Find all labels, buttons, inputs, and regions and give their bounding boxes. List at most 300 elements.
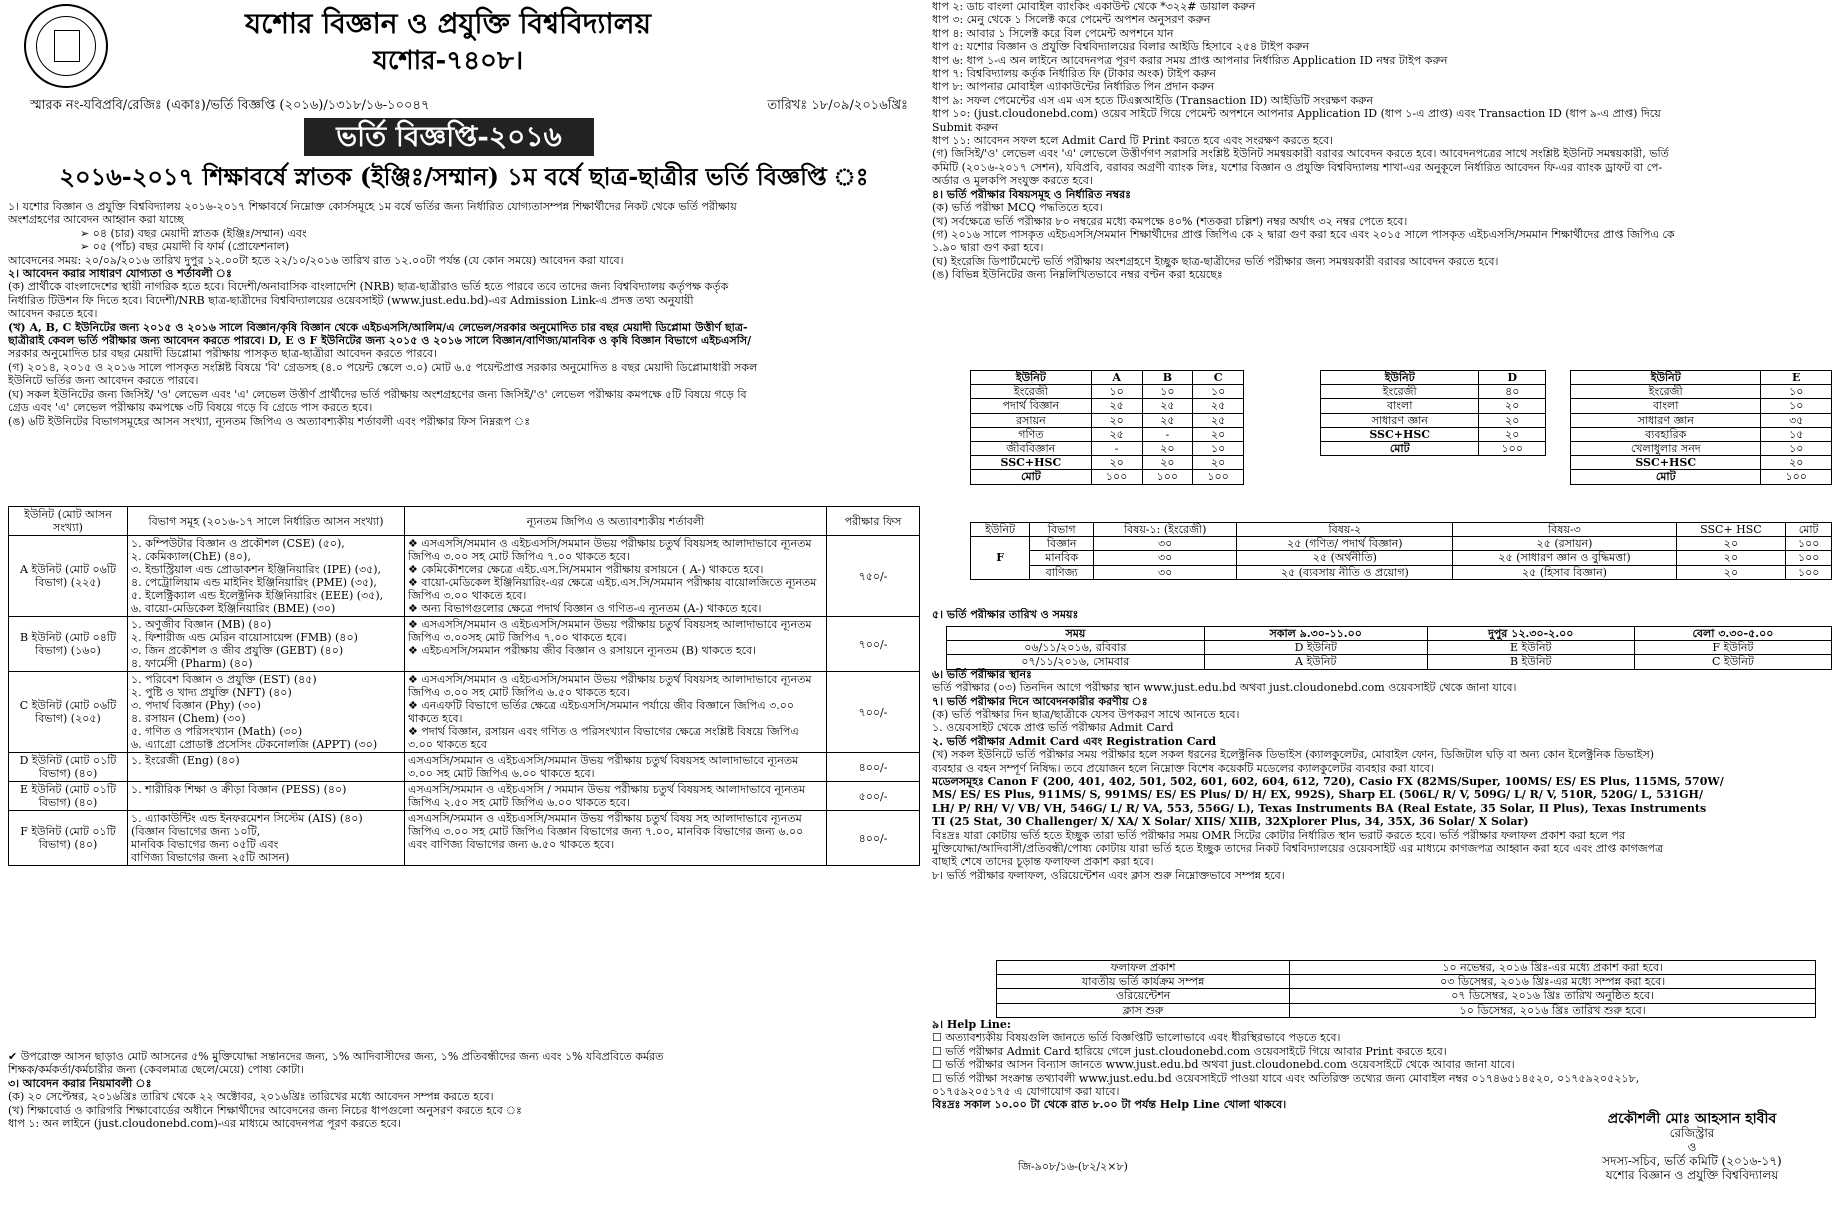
marks-table-abc xyxy=(970,370,1244,485)
general-eligibility xyxy=(8,200,920,428)
table-cell: D ইউনিট xyxy=(1204,641,1427,655)
signature-block xyxy=(1552,1112,1832,1182)
table-cell: ২৫ xyxy=(1142,399,1193,413)
help-line xyxy=(932,1018,1836,1112)
table-header: দুপুর ১২.৩০-২.০০ xyxy=(1427,627,1634,641)
table-header: ইউনিট xyxy=(971,523,1030,537)
table-header-row xyxy=(1571,371,1832,385)
text-line: (ক) ভর্তি পরীক্ষা MCQ পদ্ধতিতে হবে। xyxy=(932,201,1103,215)
text-line: অর্ডার ও মূলকপি সংযুক্ত করতে হবে। xyxy=(932,174,1093,188)
table-cell: ১০ xyxy=(1761,399,1832,413)
table-header: ইউনিট xyxy=(1571,371,1761,385)
text-line: (ঙ) ৬টি ইউনিটের বিভাগসমূহের আসন সংখ্যা, ন্যূনতম জিপিএ ও অত্যাবশ্যকীয় শর্তাবলী এবং পরীক্ষার ফিস নিম্নরূপ ঃ xyxy=(8,414,531,428)
unit-departments xyxy=(128,617,405,672)
table-cell: ৩০ xyxy=(1094,537,1237,551)
table-cell: ২০ xyxy=(1142,442,1193,456)
text-line: ব্যবহার ও বহন সম্পূর্ণ নিষিদ্ধ। তবে প্রয়োজন হলে নিম্নোক্ত বিশেষ কয়েকটি মডেলের ক্যালকুলেটর ব্যবহার করা যাবে। xyxy=(932,761,1435,775)
condition-item: ❖ এসএসসি/সমমান ও এইচএসসি/সমমান উভয় পরীক্ষায় চতুর্থ বিষয়সহ আলাদাভাবে ন্যূনতম জিপিএ ৩.০০ সহ মোট জিপিএ ৭.০০ থাকতে হবে। xyxy=(408,537,812,563)
table-header-row xyxy=(971,523,1832,537)
condition-item: ❖ পদার্থ বিজ্ঞান, রসায়ন এবং গণিত ও পরিসংখ্যান বিভাগের ক্ষেত্রে সংশ্লিষ্ট বিষয়ে জিপিএ ৩.০০ থাকতে হবে xyxy=(408,725,799,751)
text-line: সরকার অনুমোদিত চার বছর মেয়াদী ডিপ্লোমা পরীক্ষায় পাসকৃত ছাত্র-ছাত্রীরা আবেদন করতে পারবে। xyxy=(8,347,437,361)
table-header: সময় xyxy=(947,627,1205,641)
unit-name: C ইউনিট (মোট ০৬টি বিভাগ) (২০৫) xyxy=(9,672,128,753)
print-code: জি-৯০৮/১৬-(৮২/২×৮) xyxy=(1018,1160,1128,1173)
unit-departments xyxy=(128,782,405,811)
table-cell: ৩০ xyxy=(1094,551,1237,565)
table-header: বেলা ৩.৩০-৫.০০ xyxy=(1634,627,1831,641)
table-cell: ৩০ xyxy=(1094,565,1237,579)
table-cell: বাংলা xyxy=(1321,399,1479,413)
table-header: পরীক্ষার ফিস xyxy=(827,507,920,536)
table-cell: ১০০ xyxy=(1761,470,1832,484)
text-line: LH/ P/ RH/ V/ VB/ VH, 546G/ L/ R/ VA, 553, 556G/ L), Texas Instruments BA (Real Estate, 35 Solar, II Plus), Texas Instruments xyxy=(932,801,1707,815)
unit-fee: ৪০০/- xyxy=(827,811,920,866)
text-line: বাছাই শেষে তাদের চূড়ান্ত ফলাফল প্রকাশ করা হবে। xyxy=(932,855,1154,869)
text-line: ১। যশোর বিজ্ঞান ও প্রযুক্তি বিশ্ববিদ্যালয় ২০১৬-২০১৭ শিক্ষাবর্ষে নিম্নোক্ত কোর্সসমূহে ১ম বর্ষে ভর্তির জন্য নির্ধারিত যোগ্যতাসম্পন্ন শিক্ষার্থীদের নিকট থেকে ভর্তি পরীক্ষায় xyxy=(8,200,737,213)
condition-item: ❖ এসএসসি/সমমান ও এইচএসসি/সমমান উভয় পরীক্ষায় চতুর্থ বিষয়সহ আলাদাভাবে ন্যূনতম জিপিএ ৩.০০ সহ মোট জিপিএ ৬.৫০ থাকতে হবে। xyxy=(408,673,812,699)
unit-name: F ইউনিট (মোট ০১টি বিভাগ) (৪০) xyxy=(9,811,128,866)
table-cell: ২৫ (হিসাব বিজ্ঞান) xyxy=(1453,565,1676,579)
table-cell: E ইউনিট xyxy=(1427,641,1634,655)
table-cell: ১০ ডিসেম্বর, ২০১৬ খ্রিঃ তারিখ শুরু হবে। xyxy=(1290,1003,1816,1017)
text-line: ভর্তি পরীক্ষার (০৩) তিনদিন আগে পরীক্ষার স্থান www.just.edu.bd অথবা just.cloudonebd.com ওয়েবসাইট থেকে জানা যাবে। xyxy=(932,681,1517,695)
table-cell: ৩৫ xyxy=(1761,413,1832,427)
text-line: (খ) সর্বক্ষেত্রে ভর্তি পরীক্ষার ৮০ নম্বরের মধ্যে কমপক্ষে ৪০% (শতকরা চল্লিশ) নম্বর অর্থাৎ ৩২ নম্বর পেতে হবে। xyxy=(932,214,1408,228)
table-cell: ০৭ ডিসেম্বর, ২০১৬ খ্রিঃ তারিখ অনুষ্ঠিত হবে। xyxy=(1290,989,1816,1003)
text-line: ৬। ভর্তি পরীক্ষার স্থানঃ xyxy=(932,668,1032,681)
table-row xyxy=(971,456,1244,470)
text-line: ১.৯০ দ্বারা গুণ করা হবে। xyxy=(932,241,1044,255)
text-line: কমিটি (২০১৬-২০১৭ সেশন), যবিপ্রবি, বরাবর অগ্রণী ব্যাংক লিঃ, যশোর বিজ্ঞান ও প্রযুক্তি বিশ্ববিদ্যালয় শাখা-এর অনুকূলে নির্ধারিত আবেদন ফি-এর ব্যাংক ড্রাফট বা পে- xyxy=(932,160,1663,174)
text-line: (ক) ভর্তি পরীক্ষার দিন ছাত্র/ছাত্রীকে যেসব উপকরণ সাথে আনতে হবে। xyxy=(932,708,1240,721)
table-row xyxy=(1571,385,1832,399)
text-line: বিঃদ্রঃ যারা কোটায় ভর্তি হতে ইচ্ছুক তারা ভর্তি পরীক্ষার সময় OMR সিটের কোটার নির্ধারিত স্থান ভরাট করতে হবে। ভর্তি পরীক্ষার ফলাফল প্রকাশ করা হলে পর xyxy=(932,828,1626,842)
table-cell: ১০০ xyxy=(1786,551,1832,565)
unit-departments xyxy=(128,753,405,782)
text-line: ☐ ভর্তি পরীক্ষার আসন বিন্যাস জানতে www.just.edu.bd অথবা just.cloudonebd.com ওয়েবসাইটে থেকে আবার জানা যাবে। xyxy=(932,1058,1515,1072)
table-row xyxy=(971,537,1832,551)
text-line: নির্ধারিত টিউশন ফি দিতে হবে। বিদেশী/NRB ছাত্র-ছাত্রীদের বিশ্ববিদ্যালয়ের ওয়েবসাইট (www.just.edu.bd)-এর Admission Link-এ প্রদত্ত তথ্য অনুযায়ী xyxy=(8,293,694,307)
text-line: (ঙ) বিভিন্ন ইউনিটের জন্য নিম্নলিখিতভাবে নম্বর বণ্টন করা হয়েছেঃ xyxy=(932,268,1223,282)
department-item: ২. পুষ্টি ও খাদ্য প্রযুক্তি (NFT) (৪০) xyxy=(131,686,292,699)
table-row xyxy=(9,617,920,672)
table-cell: ফলাফল প্রকাশ xyxy=(997,961,1290,975)
text-line: ২. ভর্তি পরীক্ষার Admit Card এবং Registration Card xyxy=(932,734,1217,748)
text-line: ০১৭৫৯২০৫১৭৫ এ যোগাযোগ করা যাবে। xyxy=(932,1085,1120,1099)
table-cell: ১০০ xyxy=(1193,470,1244,484)
table-cell: ২০ xyxy=(1142,456,1193,470)
table-header: ন্যূনতম জিপিএ ও অত্যাবশ্যকীয় শর্তাবলী xyxy=(405,507,827,536)
table-cell: C ইউনিট xyxy=(1634,655,1831,669)
department-item: ৫. ইলেক্ট্রিক্যাল এন্ড ইলেক্ট্রনিক ইঞ্জিনিয়ারিং (EEE) (৩৫), xyxy=(131,589,384,602)
department-item: ৪. রসায়ন (Chem) (৩০) xyxy=(131,712,246,725)
unit-fee: ৭৫০/- xyxy=(827,536,920,617)
unit-conditions xyxy=(405,672,827,753)
text-line: ধাপ ২: ডাচ বাংলা মোবাইল ব্যাংকিং একাউন্ট থেকে *৩২২# ডায়াল করুন xyxy=(932,0,1256,13)
table-cell: খেলাধুলার সনদ xyxy=(1571,442,1761,456)
table-header: C xyxy=(1193,371,1244,385)
table-header: বিষয়-১: (ইংরেজী) xyxy=(1094,523,1237,537)
table-header: SSC+ HSC xyxy=(1676,523,1786,537)
table-cell: মোট xyxy=(1571,470,1761,484)
signatory-org: যশোর বিজ্ঞান ও প্রযুক্তি বিশ্ববিদ্যালয় xyxy=(1605,1168,1779,1182)
table-row xyxy=(971,551,1832,565)
text-line: ১. ওয়েবসাইট থেকে প্রাপ্ত ভর্তি পরীক্ষার Admit Card xyxy=(932,721,1174,735)
table-cell: ইংরেজী xyxy=(971,385,1092,399)
table-row xyxy=(997,1003,1816,1017)
condition-item: এসএসসি/সমমান ও এইচএসসি/সমমান উভয় পরীক্ষায় চতুর্থ বিষয় সহ আলাদাভাবে ন্যূনতম জিপিএ ৩.০০ সহ মোট জিপিএ বিজ্ঞান বিভাগের জন্য ৭.০০, মানবিক বিভাগের জন্য ৬.০০ এবং বাণিজ্য বিভাগের জন্য ৬.৫০ থাকতে হবে। xyxy=(408,812,804,851)
table-cell: B ইউনিট xyxy=(1427,655,1634,669)
unit-conditions xyxy=(405,536,827,617)
table-row xyxy=(1571,470,1832,484)
table-row xyxy=(971,565,1832,579)
table-row xyxy=(1571,456,1832,470)
department-item: ১. শারীরিক শিক্ষা ও ক্রীড়া বিজ্ঞান (PESS) (৪০) xyxy=(131,783,347,796)
condition-item: ❖ অন্য বিভাগগুলোর ক্ষেত্রে পদার্থ বিজ্ঞান ও গণিত-এ ন্যূনতম (A-) থাকতে হবে। xyxy=(408,602,762,615)
table-cell: ২০ xyxy=(1676,551,1786,565)
department-item: ২. কেমিক্যাল(ChE) (৪০), xyxy=(131,550,251,563)
table-cell: গণিত xyxy=(971,427,1092,441)
table-cell: ২৫ (সাধারণ জ্ঞান ও বুদ্ধিমত্তা) xyxy=(1453,551,1676,565)
department-item: ১. ইংরেজী (Eng) (৪০) xyxy=(131,754,240,767)
table-cell: ৪০ xyxy=(1479,385,1546,399)
table-cell: ২৫ xyxy=(1193,399,1244,413)
table-cell: ১০ xyxy=(1142,385,1193,399)
exam-day-instructions xyxy=(932,708,1836,882)
department-item: ২. ফিশারীজ এন্ড মেরিন বায়োসায়েন্স (FMB) (৪০) xyxy=(131,631,358,644)
table-cell: F ইউনিট xyxy=(1634,641,1831,655)
table-row xyxy=(1321,413,1546,427)
table-cell: ১০০ xyxy=(1479,442,1546,456)
unit-fee: ৭০০/- xyxy=(827,617,920,672)
application-rules xyxy=(8,1050,920,1130)
text-line: মডেলসমূহঃ Canon F (200, 401, 402, 501, 502, 601, 602, 604, 612, 720), Casio FX (82MS/Super, 100MS/ ES/ ES Plus, 115MS, 570W/ xyxy=(932,775,1724,789)
text-line: ছাত্রীরাই কেবল ভর্তি পরীক্ষার জন্য আবেদন করতে পারবে। D, E ও F ইউনিটের জন্য ২০১৫ ও ২০১৬ সালে বিজ্ঞান/বাণিজ্য/মানবিক ও কৃষি বিজ্ঞান বিভাগে এইচএসসি/ xyxy=(8,334,752,348)
text-line: (ক) প্রার্থীকে বাংলাদেশের স্থায়ী নাগরিক হতে হবে। বিদেশী/অনাবাসিক বাংলাদেশি (NRB) ছাত্র-ছাত্রীরাও ভর্তি হতে পারবে তবে তাদের জন্য বিশ্ববিদ্যালয় কর্তৃপক্ষ কর্তৃক xyxy=(8,280,729,294)
unit-departments xyxy=(128,672,405,753)
table-cell: ব্যবহারিক xyxy=(1571,427,1761,441)
left-column xyxy=(8,0,920,1206)
exam-date-title: ৫। ভর্তি পরীক্ষার তারিখ ও সময়ঃ xyxy=(932,608,1079,621)
table-cell: ১০০ xyxy=(1786,565,1832,579)
table-row xyxy=(947,655,1832,669)
text-line: ধাপ ৫: যশোর বিজ্ঞান ও প্রযুক্তি বিশ্ববিদ্যালয়ের বিলার আইডি হিসাবে ২৫৪ টাইপ করুন xyxy=(932,40,1310,54)
table-row xyxy=(1571,413,1832,427)
signatory-name: প্রকৌশলী মোঃ আহসান হাবীব xyxy=(1607,1111,1777,1127)
table-row xyxy=(9,536,920,617)
text-line: TI (25 Stat, 30 Challenger/ X/ XA/ X Solar/ XIIS/ XIIB, 32Xplorer Plus, 34, 35X, 36 Solar/ X Solar) xyxy=(932,815,1529,829)
text-line: MS/ ES/ ES Plus, 911MS/ S, 991MS/ ES/ ES Plus/ D/ H/ EX, 992S), Sharp EL (506L/ R/ V, 509G/ L/ R/ V, 510R, 520G/ L, 531GH/ xyxy=(932,788,1703,802)
table-header-row xyxy=(947,627,1832,641)
table-cell: ২০ xyxy=(1091,456,1142,470)
table-cell: ২০ xyxy=(1479,399,1546,413)
table-header: D xyxy=(1479,371,1546,385)
table-cell: ২০ xyxy=(1676,565,1786,579)
table-cell: ১০ xyxy=(1091,385,1142,399)
table-cell: মোট xyxy=(1321,442,1479,456)
table-cell: ২০ xyxy=(1479,413,1546,427)
table-cell: ২০ xyxy=(1479,427,1546,441)
university-name: যশোর বিজ্ঞান ও প্রযুক্তি বিশ্ববিদ্যালয় xyxy=(244,7,651,40)
unit-departments xyxy=(128,811,405,866)
table-row xyxy=(971,442,1244,456)
results-schedule-table xyxy=(996,960,1816,1018)
table-row xyxy=(9,811,920,866)
unit-name: E ইউনিট (মোট ০১টি বিভাগ) (৪০) xyxy=(9,782,128,811)
unit-name: D ইউনিট (মোট ০১টি বিভাগ) (৪০) xyxy=(9,753,128,782)
text-line: ধাপ ৩: মেনু থেকে ১ সিলেক্ট করে পেমেন্ট অপশন অনুসরণ করুন xyxy=(932,13,1211,27)
table-cell: বিজ্ঞান xyxy=(1030,537,1094,551)
condition-item: এসএসসি/সমমান ও এইচএসসি / সমমান উভয় পরীক্ষায় চতুর্থ বিষয়সহ আলাদাভাবে ন্যূনতম জিপিএ ২.৫০ সহ মোট জিপিএ ৬.০০ থাকতে হবে। xyxy=(408,783,806,809)
unit-f-cell: F xyxy=(971,537,1030,580)
table-row xyxy=(947,641,1832,655)
payment-steps xyxy=(932,0,1836,282)
table-cell: জীববিজ্ঞান xyxy=(971,442,1092,456)
table-cell: বাংলা xyxy=(1571,399,1761,413)
department-item: ৩. ইন্ডাস্ট্রিয়াল এন্ড প্রোডাকশন ইঞ্জিনিয়ারিং (IPE) (৩৫), xyxy=(131,563,382,576)
table-cell: ২০ xyxy=(1761,456,1832,470)
table-cell: ১৫ xyxy=(1761,427,1832,441)
table-row xyxy=(1571,427,1832,441)
text-line: ৩। আবেদন করার নিয়মাবলী ঃ xyxy=(8,1076,152,1090)
text-line: ধাপ ৯: সফল পেমেন্টের এস এম এস হতে টিএক্সআইডি (Transaction ID) আইডিটি সংরক্ষণ করুন xyxy=(932,93,1374,107)
text-line: ☐ ভর্তি পরীক্ষার Admit Card হারিয়ে গেলে just.cloudonebd.com ওয়েবসাইটে গিয়ে আবার Print করতে হবে। xyxy=(932,1044,1447,1058)
signatory-member: সদস্য-সচিব, ভর্তি কমিটি (২০১৬-১৭) xyxy=(1602,1154,1782,1168)
text-line: ইউনিটে ভর্তির জন্য আবেদন করতে পারবে। xyxy=(8,374,199,388)
unit-conditions xyxy=(405,782,827,811)
table-cell: ১০ xyxy=(1761,385,1832,399)
table-cell: ইংরেজী xyxy=(1571,385,1761,399)
unit-fee: ৭০০/- xyxy=(827,672,920,753)
table-cell: ২৫ xyxy=(1091,399,1142,413)
text-line: ➢ ০৪ (চার) বছর মেয়াদী স্নাতক (ইঞ্জিঃ/সম্মান) এবং xyxy=(80,226,307,240)
text-line: ধাপ ১: অন লাইনে (just.cloudonebd.com)-এর মাধ্যমে আবেদনপত্র পূরণ করতে হবে। xyxy=(8,1117,401,1131)
table-cell: ২৫ (অর্থনীতি) xyxy=(1237,551,1453,565)
department-item: ৩. পদার্থ বিজ্ঞান (Phy) (৩০) xyxy=(131,699,261,712)
table-header: E xyxy=(1761,371,1832,385)
text-line: ☐ অত্যাবশ্যকীয় বিষয়গুলি জানতে ভর্তি বিজ্ঞপ্তিটি ভালোভাবে এবং ধীরস্থিরভাবে পড়তে হবে। xyxy=(932,1031,1341,1045)
department-item: ৪. ফার্মেসী (Pharm) (৪০) xyxy=(131,657,253,670)
table-row xyxy=(971,399,1244,413)
text-line: অংশগ্রহণের আবেদন আহ্বান করা যাচ্ছে xyxy=(8,213,184,227)
table-cell: রসায়ন xyxy=(971,413,1092,427)
table-cell: ১০ xyxy=(1761,442,1832,456)
table-header: বিষয়-৩ xyxy=(1453,523,1676,537)
signatory-and: ও xyxy=(1687,1140,1697,1154)
text-line: ✔ উপরোক্ত আসন ছাড়াও মোট আসনের ৫% মুক্তিযোদ্ধা সন্তানদের জন্য, ১% আদিবাসীদের জন্য, ১% প্রতিবন্ধীদের জন্য এবং ১% যবিপ্রবিতে কর্মরত xyxy=(8,1050,664,1063)
table-header-row xyxy=(1321,371,1546,385)
table-row xyxy=(1321,427,1546,441)
exam-venue xyxy=(932,668,1836,708)
notice-header xyxy=(8,0,920,191)
table-cell: SSC+HSC xyxy=(971,456,1092,470)
unit-fee: ৫০০/- xyxy=(827,782,920,811)
condition-item: ❖ বায়ো-মেডিকেল ইঞ্জিনিয়ারিং-এর ক্ষেত্রে এইচ.এস.সি/সমমান পরীক্ষায় বায়োলজিতে ন্যূনতম জিপিএ ৩.০০ থাকতে হবে। xyxy=(408,576,817,602)
table-cell: ২৫ (গণিত/ পদার্থ বিজ্ঞান) xyxy=(1237,537,1453,551)
table-cell: ২৫ xyxy=(1142,413,1193,427)
unit-name: A ইউনিট (মোট ০৬টি বিভাগ) (২২৫) xyxy=(9,536,128,617)
text-line: ৪। ভর্তি পরীক্ষার বিষয়সমূহ ও নির্ধারিত নম্বরঃ xyxy=(932,187,1132,201)
text-line: (খ) সকল ইউনিটে ভর্তি পরীক্ষার সময় পরীক্ষার হলে সকল ধরনের ইলেক্ট্রনিক ডিভাইস (ক্যালকুলেটর, মোবাইল ফোন, ডিজিটাল ঘড়ি বা অন্য কোন ইলেক্ট্রনিক ডিভাইস) xyxy=(932,748,1655,762)
department-item: ৬. এ্যাগ্রো প্রোডাক্ট প্রসেসিং টেকনোলজি (APPT) (৩০) xyxy=(131,738,378,751)
text-line: বিঃদ্রঃ সকাল ১০.০০ টা থেকে রাত ৮.০০ টা পর্যন্ত Help Line খোলা থাকবে। xyxy=(932,1098,1287,1112)
table-cell: ইংরেজী xyxy=(1321,385,1479,399)
table-row xyxy=(971,470,1244,484)
condition-item: ❖ এইচএসসি/সমমান পরীক্ষায় জীব বিজ্ঞান ও রসায়নে ন্যূনতম (B) থাকতে হবে। xyxy=(408,644,757,657)
text-line: (গ) ২০১৬ সালে পাসকৃত এইচএসসি/সমমান শিক্ষার্থীদের প্রাপ্ত জিপিএ কে ২ দ্বারা গুণ করা হবে এবং ২০১৫ সালে পাসকৃত এইচএসসি/সমমান শিক্ষার্থীদের প্রাপ্ত জিপিএ কে xyxy=(932,227,1675,241)
table-cell: ০৩ ডিসেম্বর, ২০১৬ খ্রিঃ-এর মধ্যে সম্পন্ন করা হবে। xyxy=(1290,975,1816,989)
table-cell: - xyxy=(1091,442,1142,456)
table-header-row xyxy=(971,371,1244,385)
table-cell: ১০০ xyxy=(1786,537,1832,551)
table-cell: মোট xyxy=(971,470,1092,484)
text-line: আবেদন করতে হবে। xyxy=(8,307,98,321)
table-cell: SSC+HSC xyxy=(1571,456,1761,470)
table-cell: বাণিজ্য xyxy=(1030,565,1094,579)
table-row xyxy=(1571,442,1832,456)
table-row xyxy=(971,413,1244,427)
table-header: মোট xyxy=(1786,523,1832,537)
unit-departments xyxy=(128,536,405,617)
text-line: (খ) শিক্ষাবোর্ড ও কারিগরি শিক্ষাবোর্ডের অধীনে শিক্ষার্থীদের আবেদনের জন্য নিচের ধাপগুলো অনুসরণ করতে হবে ঃ xyxy=(8,1103,522,1117)
table-cell: ২০ xyxy=(1193,427,1244,441)
table-header: বিভাগ সমূহ (২০১৬-১৭ সালে নির্ধারিত আসন সংখ্যা) xyxy=(128,507,405,536)
table-row xyxy=(1321,399,1546,413)
table-cell: ০৭/১১/২০১৬, সোমবার xyxy=(947,655,1205,669)
table-cell: ১০ xyxy=(1193,442,1244,456)
table-header: ইউনিট xyxy=(1321,371,1479,385)
text-line: আবেদনের সময়: ২০/০৯/২০১৬ তারিখ দুপুর ১২.০০টা হতে ২২/১০/২০১৬ তারিখ রাত ১২.০০টা পর্যন্ত (যে কোন সময়ে) আবেদন করা যাবে। xyxy=(8,253,624,267)
department-item: ৪. পেট্রোলিয়াম এন্ড মাইনিং ইঞ্জিনিয়ারিং (PME) (৩৫), xyxy=(131,576,377,589)
memo-number: স্মারক নং-যবিপ্রবি/রেজিঃ (একাঃ)/ভর্তি বিজ্ঞপ্তি (২০১৬)/১৩১৮/১৬-১০০৪৭ xyxy=(30,98,430,113)
department-item: ৫. গণিত ও পরিসংখ্যান (Math) (৩০) xyxy=(131,725,303,738)
department-item: ১. অণুজীব বিজ্ঞান (MB) (৪০) xyxy=(131,618,272,631)
university-logo xyxy=(24,4,108,88)
table-cell: ০৬/১১/২০১৬, রবিবার xyxy=(947,641,1205,655)
university-city: যশোর-৭৪০৮। xyxy=(372,46,524,76)
table-cell: ২০ xyxy=(1676,537,1786,551)
table-cell: ১০০ xyxy=(1142,470,1193,484)
table-cell: - xyxy=(1142,427,1193,441)
unit-conditions xyxy=(405,617,827,672)
unit-conditions xyxy=(405,811,827,866)
table-cell: A ইউনিট xyxy=(1204,655,1427,669)
table-cell: ১০ xyxy=(1193,385,1244,399)
table-cell: ২৫ xyxy=(1193,413,1244,427)
condition-item: ❖ এসএসসি/সমমান ও এইচএসসি/সমমান উভয় পরীক্ষায় চতুর্থ বিষয়সহ আলাদাভাবে ন্যূনতম জিপিএ ৩.০০সহ মোট জিপিএ ৭.০০ থাকতে হবে। xyxy=(408,618,812,644)
marks-table-d xyxy=(1320,370,1546,456)
table-cell: ২৫ xyxy=(1091,427,1142,441)
table-row xyxy=(1321,385,1546,399)
exam-date-table xyxy=(946,626,1832,670)
table-cell: SSC+HSC xyxy=(1321,427,1479,441)
text-line: ৭। ভর্তি পরীক্ষার দিনে আবেদনকারীর করণীয় ঃ xyxy=(932,694,1148,708)
text-line: Submit করুন xyxy=(932,120,999,134)
table-cell: ২৫ (রসায়ন) xyxy=(1453,537,1676,551)
table-header: B xyxy=(1142,371,1193,385)
table-header: বিভাগ xyxy=(1030,523,1094,537)
table-cell: সাধারণ জ্ঞান xyxy=(1321,413,1479,427)
text-line: (ঘ) সকল ইউনিটের জন্য জিসিই/ 'ও' লেভেল এবং 'এ' লেভেল উত্তীর্ণ প্রার্থীদের ভর্তি পরীক্ষায় অংশগ্রহণের জন্য জিসিই/'ও' লেভেল পরীক্ষায় কমপক্ষে ৫টি বিষয়ে গড়ে বি xyxy=(8,387,747,401)
table-row xyxy=(997,975,1816,989)
table-row xyxy=(971,385,1244,399)
unit-name: B ইউনিট (মোট ০৪টি বিভাগ) (১৬০) xyxy=(9,617,128,672)
notice-title: ২০১৬-২০১৭ শিক্ষাবর্ষে স্নাতক (ইঞ্জিঃ/সম্মান) ১ম বর্ষে ছাত্র-ছাত্রীর ভর্তি বিজ্ঞপ্তি ঃ xyxy=(59,162,869,191)
text-line: (গ) ২০১৪, ২০১৫ ও ২০১৬ সালে পাসকৃত সংশ্লিষ্ট বিষয়ে 'বি' গ্রেডসহ (৪.০ পয়েন্ট স্কেলে ৩.০) মোট ৬.৫ পয়েন্টপ্রাপ্ত সরকার অনুমোদিত ৪ বছর মেয়াদী ডিপ্লোমাধারী সকল xyxy=(8,360,758,374)
text-line: ধাপ ১০: (just.cloudonebd.com) ওয়েব সাইটে গিয়ে পেমেন্ট অপশনে আপনার Application ID (ধাপ ১-এ প্রাপ্ত) এবং Transaction ID (ধাপ ৯-এ প্রাপ্ত) দিয়ে xyxy=(932,107,1661,121)
table-row xyxy=(9,753,920,782)
text-line: শিক্ষক/কর্মকর্তা/কর্মচারীর জন্য (কেবলমাত্র ছেলে/মেয়ে) পোষ্য কোটা। xyxy=(8,1063,305,1077)
department-item: ১. পরিবেশ বিজ্ঞান ও প্রযুক্তি (EST) (৪৫) xyxy=(131,673,317,686)
condition-item: এসএসসি/সমমান ও এইচএসসি/সমমান উভয় পরীক্ষায় চতুর্থ বিষয়সহ আলাদাভাবে ন্যূনতম ৩.০০ সহ মোট জিপিএ ৬.০০ থাকতে হবে। xyxy=(408,754,799,780)
marks-table-f xyxy=(970,522,1832,580)
table-cell: ২০ xyxy=(1193,456,1244,470)
text-line: (গ) জিসিই/'ও' লেভেল এবং 'এ' লেভেলে উত্তীর্ণগণ সরাসরি সংশ্লিষ্ট ইউনিট সমন্বয়কারী বরাবর আবেদন করতে হবে। আবেদনপত্রের সাথে সংশ্লিষ্ট ইউনিট সমন্বয়কারী, ভর্তি xyxy=(932,147,1669,161)
text-line: ৮। ভর্তি পরীক্ষার ফলাফল, ওরিয়েন্টেশন এবং ক্লাস শুরু নিম্নোক্তভাবে সম্পন্ন হবে। xyxy=(932,868,1285,882)
table-cell: ১০০ xyxy=(1091,470,1142,484)
text-line: গ্রেড এবং 'এ' লেভেল পরীক্ষায় কমপক্ষে ৩টি বিষয়ে গড়ে বি গ্রেডে পাস করতে হবে। xyxy=(8,401,373,415)
text-line: ধাপ ৮: আপনার মোবাইল এ্যাকাউন্টের নির্ধারিত পিন প্রদান করুন xyxy=(932,80,1215,94)
table-cell: পদার্থ বিজ্ঞান xyxy=(971,399,1092,413)
department-item: ১. কম্পিউটার বিজ্ঞান ও প্রকৌশল (CSE) (৫০), xyxy=(131,537,345,550)
condition-item: ❖ এনএফটি বিভাগে ভর্তির ক্ষেত্রে এইচএসসি/সমমান পর্যায়ে জীব বিজ্ঞানে জিপিএ ৩.০০ থাকতে হবে। xyxy=(408,699,795,725)
unit-fee: ৪০০/- xyxy=(827,753,920,782)
table-row xyxy=(997,989,1816,1003)
text-line: মুক্তিযোদ্ধা/আদিবাসী/প্রতিবন্ধী/পোষ্য কোটায় যারা ভর্তি হতে ইচ্ছুক তাদের নিকট বিশ্ববিদ্যালয়ের ওয়েবসাইট এর মাধ্যমে কাগজপত্র আহ্বান করা হবে এবং প্রাপ্ত কাগজপত্র xyxy=(932,842,1664,856)
table-row xyxy=(9,672,920,753)
department-item: মানবিক বিভাগের জন্য ০৫টি এবং xyxy=(131,838,279,851)
units-table xyxy=(8,506,920,866)
unit-conditions xyxy=(405,753,827,782)
table-header: ইউনিট (মোট আসন সংখ্যা) xyxy=(9,507,128,536)
table-header: সকাল ৯.৩০-১১.০০ xyxy=(1204,627,1427,641)
table-cell: সাধারণ জ্ঞান xyxy=(1571,413,1761,427)
signatory-role: রেজিস্ট্রার xyxy=(1669,1126,1715,1140)
text-line: ২। আবেদন করার সাধারণ যোগ্যতা ও শর্তাবলী ঃ xyxy=(8,267,232,281)
text-line: ৯। Help Line: xyxy=(932,1018,1011,1031)
table-cell: ক্লাস শুরু xyxy=(997,1003,1290,1017)
table-cell: ১০ নভেম্বর, ২০১৬ খ্রিঃ-এর মধ্যে প্রকাশ করা হবে। xyxy=(1290,961,1816,975)
table-row xyxy=(971,427,1244,441)
table-row xyxy=(1571,399,1832,413)
table-cell: ওরিয়েন্টেশন xyxy=(997,989,1290,1003)
department-item: ১. এ্যাকাউন্টিং এন্ড ইনফরমেশন সিস্টেম (AIS) (৪০) xyxy=(131,812,363,825)
text-line: ধাপ ১১: আবেদন সফল হলে Admit Card টি Print করতে হবে এবং সংরক্ষণ করতে হবে। xyxy=(932,134,1334,148)
table-header: A xyxy=(1091,371,1142,385)
text-line: ধাপ ৬: ধাপ ১-এ অন লাইনে আবেদনপত্র পূরণ করার সময় প্রাপ্ত আপনার নির্ধারিত Application ID নম্বর টাইপ করুন xyxy=(932,53,1448,67)
department-item: বাণিজ্য বিভাগের জন্য ২৫টি আসন) xyxy=(131,851,290,864)
table-header: বিষয়-২ xyxy=(1237,523,1453,537)
department-item: ৬. বায়ো-মেডিকেল ইঞ্জিনিয়ারিং (BME) (৩০) xyxy=(131,602,336,615)
table-row xyxy=(1321,442,1546,456)
text-line: (ক) ২০ সেপ্টেম্বর, ২০১৬খ্রিঃ তারিখ থেকে ২২ অক্টোবর, ২০১৬খ্রিঃ তারিখের মধ্যে আবেদন সম্পন্ন করতে হবে। xyxy=(8,1090,494,1104)
table-row xyxy=(9,782,920,811)
text-line: (খ) A, B, C ইউনিটের জন্য ২০১৫ ও ২০১৬ সালে বিজ্ঞান/কৃষি বিজ্ঞান থেকে এইচএসসি/আলিম/এ লেভেল/সরকার অনুমোদিত চার বছর মেয়াদী ডিপ্লোমা উত্তীর্ণ ছাত্র- xyxy=(8,320,748,334)
table-cell: যাবতীয় ভর্তি কার্যক্রম সম্পন্ন xyxy=(997,975,1290,989)
table-cell: ২০ xyxy=(1091,413,1142,427)
notice-date: তারিখঃ ১৮/০৯/২০১৬খ্রিঃ xyxy=(767,98,908,113)
table-row xyxy=(997,961,1816,975)
text-line: ➢ ০৫ (পাঁচ) বছর মেয়াদী বি ফার্ম (প্রোফেশনাল) xyxy=(80,240,290,254)
condition-item: ❖ কেমিকৌশলের ক্ষেত্রে এইচ.এস.সি/সমমান পরীক্ষায় রসায়নে ( A-) থাকতে হবে। xyxy=(408,563,764,576)
department-item: (বিজ্ঞান বিভাগের জন্য ১০টি, xyxy=(131,825,261,838)
right-column xyxy=(932,0,1836,1206)
text-line: ধাপ ৪: আবার ১ সিলেক্ট করে বিল পেমেন্ট অপশনে যান xyxy=(932,26,1174,40)
table-header: ইউনিট xyxy=(971,371,1092,385)
text-line: ☐ ভর্তি পরীক্ষা সংক্রান্ত তথ্যাবলী www.just.edu.bd ওয়েবসাইটে পাওয়া যাবে এবং অতিরিক্ত তথ্যের জন্য মোবাইল নম্বর ০১৭৪৬৫১৪৫২০, ০১৭৫৯২০৫২১৮, xyxy=(932,1071,1640,1085)
table-cell: মানবিক xyxy=(1030,551,1094,565)
marks-table-e xyxy=(1570,370,1832,485)
